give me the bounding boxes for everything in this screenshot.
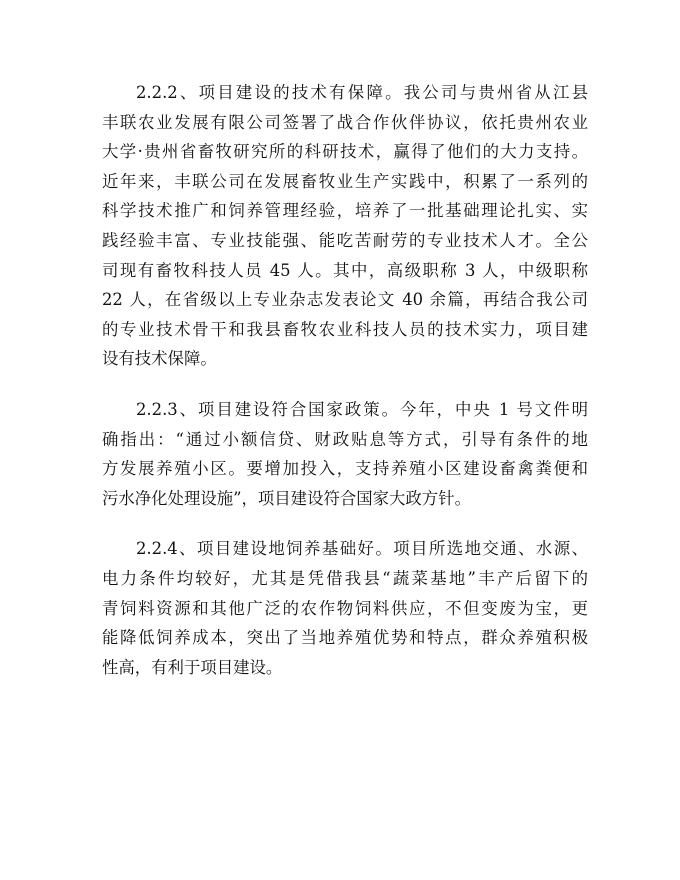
text-line: 方发展养殖小区。要增加投入，支持养殖小区建设畜禽粪便和	[102, 459, 588, 479]
text-line: 青饲料资源和其他广泛的农作物饲料供应，不但变废为宝，更	[102, 598, 588, 618]
text-line: 科学技术推广和饲养管理经验，培养了一批基础理论扎实、实	[102, 201, 588, 221]
text-line: 大学·贵州省畜牧研究所的科研技术，赢得了他们的大力支持。	[102, 142, 588, 162]
paragraph-2-2-3	[102, 395, 588, 513]
text-line: 近年来，丰联公司在发展畜牧业生产实践中，积累了一系列的	[102, 171, 588, 191]
text-line: 2.2.4、项目建设地饲养基础好。项目所选地交通、水源、	[136, 539, 588, 559]
text-line: 22 人，在省级以上专业杂志发表论文 40 余篇，再结合我公司	[102, 290, 588, 310]
text-line: 能降低饲养成本，突出了当地养殖优势和特点，群众养殖积极	[102, 628, 588, 648]
paragraph-2-2-2	[102, 78, 588, 374]
text-line: 践经验丰富、专业技能强、能吃苦耐劳的专业技术人才。全公	[102, 230, 588, 250]
text-line: 污水净化处理设施”，项目建设符合国家大政方针。	[102, 488, 471, 508]
text-line: 确指出：“通过小额信贷、财政贴息等方式，引导有条件的地	[102, 429, 588, 449]
text-line: 司现有畜牧科技人员 45 人。其中，高级职称 3 人，中级职称	[102, 260, 588, 280]
document-body	[102, 78, 588, 703]
paragraph-2-2-4	[102, 534, 588, 682]
text-line: 设有技术保障。	[102, 349, 217, 369]
text-line: 丰联农业发展有限公司签署了战合作伙伴协议，依托贵州农业	[102, 112, 588, 132]
text-line: 2.2.3、项目建设符合国家政策。今年，中央 1 号文件明	[136, 399, 588, 419]
text-line: 的专业技术骨干和我县畜牧农业科技人员的技术实力，项目建	[102, 319, 588, 339]
text-line: 电力条件均较好，尤其是凭借我县“蔬菜基地”丰产后留下的	[102, 568, 588, 588]
text-line: 2.2.2、项目建设的技术有保障。我公司与贵州省从江县	[136, 83, 588, 102]
text-line: 性高，有利于项目建设。	[102, 657, 283, 677]
